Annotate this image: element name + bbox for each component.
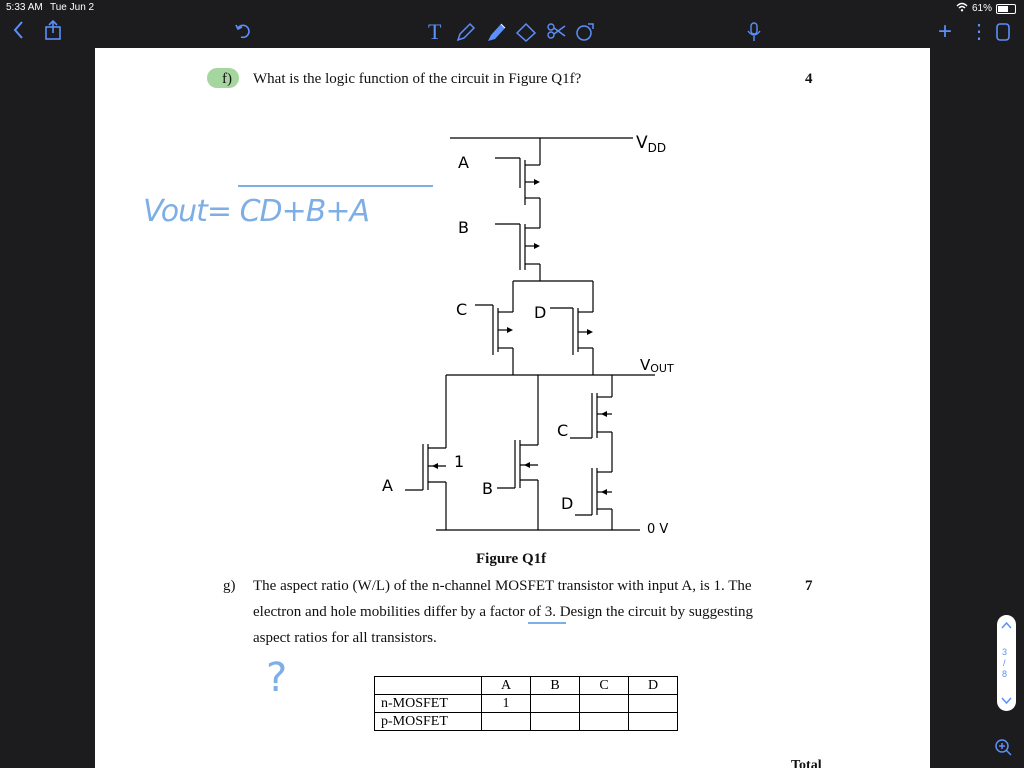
share-icon[interactable] — [44, 20, 62, 45]
svg-text:B: B — [482, 479, 493, 498]
battery-percent: 61% — [971, 3, 992, 14]
more-icon[interactable]: ⋮ — [969, 21, 989, 43]
page-total: 8 — [1002, 669, 1008, 679]
svg-text:D: D — [534, 303, 547, 322]
status-right — [956, 2, 1016, 15]
svg-text:A: A — [382, 476, 393, 495]
pencil-icon[interactable] — [455, 21, 477, 48]
question-f-marks: 4 — [805, 71, 813, 87]
wifi-icon — [956, 2, 968, 15]
eraser-icon[interactable] — [515, 21, 539, 48]
document-page[interactable] — [95, 48, 930, 768]
lasso-icon[interactable] — [544, 20, 568, 49]
question-g-marks: 7 — [805, 578, 813, 594]
question-g-text: The aspect ratio (W/L) of the n-channel MOSFET transistor with input A, is 1. The electron and hole mobilities differ by a factor of 3. Design the circuit by suggesting aspect ratios for all transistors. — [253, 578, 754, 646]
battery-icon — [996, 4, 1016, 14]
status-date: Tue Jun 2 — [50, 2, 95, 13]
pages-icon[interactable] — [995, 22, 1011, 47]
handwritten-underline — [528, 622, 566, 624]
circuit-diagram — [95, 48, 930, 548]
microphone-icon[interactable] — [746, 21, 762, 48]
handwritten-question-mark: ? — [266, 655, 288, 701]
svg-text:C: C — [456, 300, 468, 319]
shapes-icon[interactable] — [573, 20, 597, 49]
table-row: n-MOSFET 1 — [375, 695, 678, 713]
handwritten-line — [238, 185, 433, 187]
text-tool-icon[interactable]: T — [428, 19, 442, 44]
svg-text:VDD: $V_{DD}$ — [636, 133, 667, 155]
svg-text:VOUT: VOUT — [640, 356, 674, 375]
page-current: 3 — [1002, 647, 1008, 657]
toolbar — [0, 16, 1024, 48]
handwritten-answer: Vout= CD+B+A — [143, 194, 369, 229]
svg-text:C: C — [557, 421, 569, 440]
svg-text:1: 1 — [454, 452, 465, 471]
svg-text:0 V: 0 V — [647, 522, 669, 537]
footer-total: Total — [791, 758, 822, 768]
zoom-in-icon[interactable] — [993, 737, 1013, 762]
table-header-row: A B C D — [375, 677, 678, 695]
question-f-label: f) — [222, 71, 232, 87]
undo-icon[interactable] — [235, 22, 253, 45]
svg-text:D: D — [561, 494, 574, 513]
svg-text:A: A — [458, 153, 469, 172]
status-bar — [0, 0, 1024, 16]
figure-caption: Figure Q1f — [476, 551, 547, 567]
highlighter-icon[interactable] — [485, 20, 509, 49]
question-g-label: g) — [223, 578, 236, 594]
back-chevron-icon[interactable] — [12, 19, 26, 46]
status-time: 5:33 AM — [6, 2, 43, 13]
aspect-ratio-table — [374, 676, 678, 731]
table-row: p-MOSFET — [375, 713, 678, 731]
question-f-text: What is the logic function of the circuit in Figure Q1f? — [253, 71, 582, 87]
page-scroller[interactable]: 3 / 8 — [997, 615, 1016, 711]
svg-text:B: B — [458, 218, 469, 237]
add-page-icon[interactable]: + — [938, 18, 953, 45]
